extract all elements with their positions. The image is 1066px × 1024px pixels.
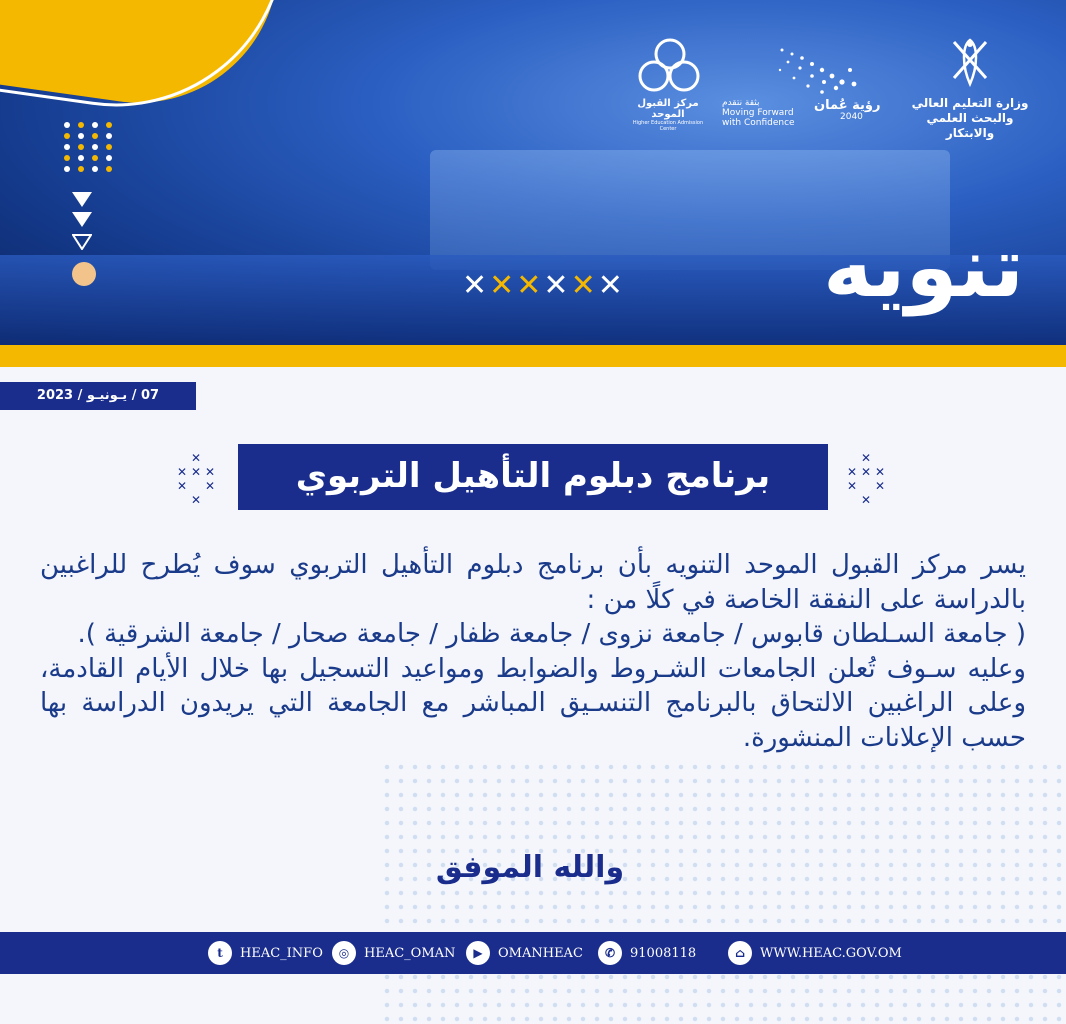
arrow-down-icon xyxy=(72,192,92,207)
vision-tagline: بثقة نتقدم Moving Forward with Confidence xyxy=(722,98,795,128)
instagram-icon: ◎ xyxy=(332,941,356,965)
svg-text:✕: ✕ xyxy=(191,493,202,507)
cross-pattern-ornament-icon xyxy=(168,450,226,508)
svg-text:✕: ✕ xyxy=(875,479,886,493)
twitter-icon: t xyxy=(208,941,232,965)
svg-text:✕: ✕ xyxy=(875,465,886,479)
svg-text:✕: ✕ xyxy=(847,479,858,493)
oman-emblem-icon xyxy=(948,36,992,88)
svg-text:✕: ✕ xyxy=(861,451,872,465)
svg-text:✕: ✕ xyxy=(205,479,216,493)
website-icon: ⌂ xyxy=(728,941,752,965)
svg-text:✕: ✕ xyxy=(177,479,188,493)
svg-text:✕: ✕ xyxy=(191,465,202,479)
body-paragraph: يسر مركز القبول الموحد التنويه بأن برنامج دبلوم التأهيل التربوي سوف يُطرح للراغبين بالدراسة على النفقة الخاصة في كلًا من : xyxy=(40,550,1026,615)
cross-pattern-ornament-icon xyxy=(838,450,896,508)
background-dot-pattern xyxy=(380,760,1066,1024)
ministry-name-line1: وزارة التعليم العالي xyxy=(911,96,1029,110)
footer-instagram[interactable]: ◎ HEAC_OMAN xyxy=(332,932,455,974)
svg-text:✕: ✕ xyxy=(847,465,858,479)
heac-logo xyxy=(628,36,708,132)
footer-youtube[interactable]: ▶ OMANHEAC xyxy=(466,932,583,974)
body-paragraph: ( جامعة السـلطان قابوس / جامعة نزوى / جامعة ظفار / جامعة صحار / جامعة الشرقية ). xyxy=(77,619,1026,649)
page-heading: برنامج دبلوم التأهيل التربوي xyxy=(238,444,828,510)
svg-text:✕: ✕ xyxy=(861,493,872,507)
arrow-down-icon xyxy=(72,212,92,227)
date-label: 07 / يـونيـو / 2023 xyxy=(0,382,196,410)
arrow-down-outline-icon xyxy=(72,234,92,250)
footer-whatsapp[interactable]: ✆ 91008118 xyxy=(598,932,696,974)
footer-bar xyxy=(0,932,1066,974)
banner-title: تنويه xyxy=(823,218,1024,316)
vision-year: 2040 xyxy=(840,112,863,122)
announcement-body xyxy=(40,548,1026,755)
svg-text:✕: ✕ xyxy=(205,465,216,479)
svg-text:✕: ✕ xyxy=(177,465,188,479)
circle-decoration xyxy=(72,262,96,286)
vision-title: رؤية عُمان xyxy=(814,98,881,113)
footer-website[interactable]: ⌂ WWW.HEAC.GOV.OM xyxy=(728,932,902,974)
footer-twitter[interactable]: t HEAC_INFO xyxy=(208,932,323,974)
oman-vision-logo xyxy=(722,40,882,130)
ministry-logo xyxy=(905,36,1035,141)
signoff: والله الموفق xyxy=(435,850,625,885)
heac-name-en: Higher Education Admission Center xyxy=(632,120,704,132)
header-banner xyxy=(0,0,1066,345)
youtube-icon: ▶ xyxy=(466,941,490,965)
yellow-band xyxy=(0,345,1066,367)
whatsapp-icon: ✆ xyxy=(598,941,622,965)
svg-text:✕: ✕ xyxy=(861,465,872,479)
heac-emblem-icon xyxy=(636,36,700,96)
heac-name-ar: مركز القبول الموحد xyxy=(637,98,699,120)
svg-text:✕: ✕ xyxy=(191,451,202,465)
white-corner-line xyxy=(0,0,288,128)
ministry-name-line2: والبحث العلمي والابتكار xyxy=(926,111,1014,140)
x-marks-decoration: ✕✕✕✕✕✕ xyxy=(462,268,625,303)
body-paragraph: وعليه سـوف تُعلن الجامعات الشـروط والضوابط ومواعيد التسجيل بها خلال الأيام القادمة، وعلى الراغبين الالتحاق بالبرنامج التنسـيق المباشر مع الجامعة التي يريدون الدراسة بها حسب الإعلانات المنشورة. xyxy=(40,653,1026,753)
dot-grid-decoration xyxy=(64,122,110,172)
